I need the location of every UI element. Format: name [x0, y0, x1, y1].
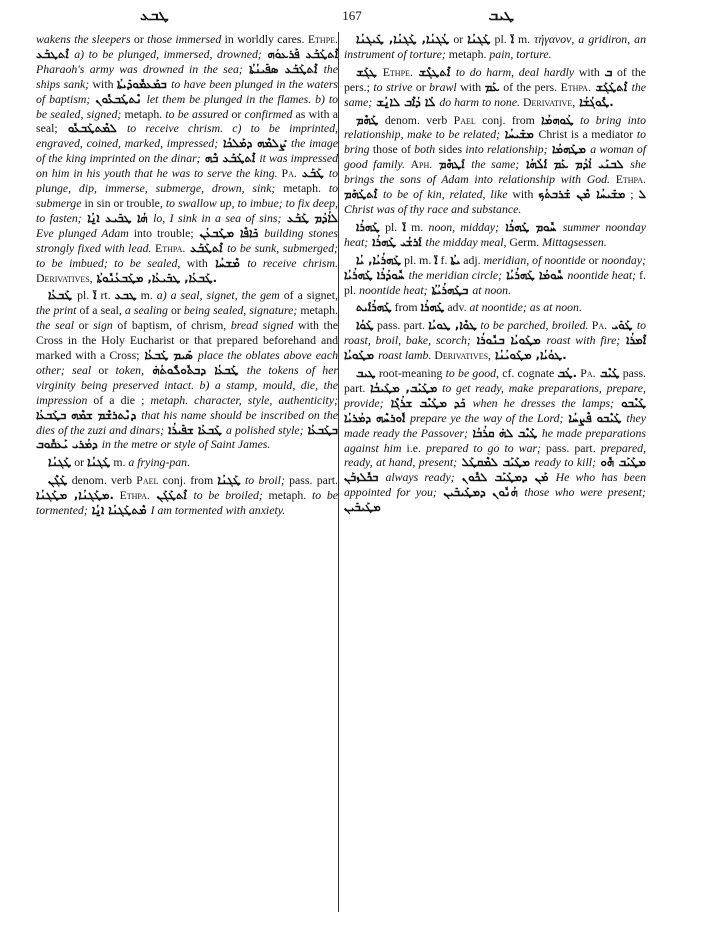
- entry-text: Christ is a mediator: [538, 127, 637, 142]
- entry-text: a) to be plunged, immersed, drowned;: [74, 46, 262, 61]
- syriac-text: ܛܝܒ: [356, 366, 376, 381]
- column-divider: [338, 32, 339, 912]
- entry-text: it was impressed on him in his youth that he was to serve the king.: [36, 151, 339, 181]
- entry-text: those of: [369, 142, 415, 157]
- syriac-text: ܐ̈: [510, 32, 514, 46]
- syriac-text: ܛܰܝܶܒܘ ܐܽܘܪܚܶܗ ܕܡܳܪܝܳܐ: [344, 395, 646, 425]
- syriac-text: ܐܶܬܛܰܒܰܥ ܦܰܪܥܘܿܗ: [261, 46, 338, 61]
- entry-text: cf. cognate: [498, 366, 558, 381]
- entry-text: in worldly cares.: [221, 32, 308, 46]
- syriac-text: ܡܫܺܝܚܳܐ: [500, 127, 539, 142]
- entry-text: the tokens of her virginity being preserved intact.: [36, 362, 338, 392]
- syriac-text: ܒܛܰܗܪܳܝܳܬܳܐ: [427, 282, 473, 297]
- syriac-text: ܛܰܗܪܳܐ: [356, 219, 380, 234]
- entry-text: m.: [110, 455, 129, 470]
- syriac-text: ܣܺܝܡ ܛܰܒܥܳܐ: [139, 348, 198, 363]
- entry-text: Pa.: [580, 366, 596, 381]
- entry-text: pl. m.: [401, 252, 435, 267]
- entry-text: noontide heat;: [359, 282, 428, 297]
- right-running-headword: ܛܝܒ: [488, 6, 514, 24]
- entry-text: pass. part.: [284, 473, 338, 488]
- entry-text: Germ.: [506, 234, 543, 249]
- syriac-text: ܗܳܢܽܘܢ ܕܡܛܰܝܒܺܝܢ: [436, 485, 525, 500]
- dictionary-entry: [36, 32, 338, 285]
- syriac-text: ܐܶܡܪܳܐ ܡܛܰܘܝܳܐ: [344, 333, 646, 363]
- syriac-text: ܐ̈: [434, 252, 438, 267]
- entry-text: with: [180, 255, 208, 270]
- left-column: [36, 32, 338, 521]
- syriac-text: ܐ̈: [93, 288, 97, 303]
- entry-text: roast lamb.: [378, 348, 432, 363]
- entry-text: to be tormented;: [36, 488, 338, 518]
- entry-text: or: [412, 79, 430, 94]
- entry-text: meridian,: [483, 252, 530, 267]
- syriac-text: ܐ̈: [402, 219, 406, 234]
- entry-text: or: [71, 455, 88, 470]
- syriac-text: ܛܘܶܐ, ܛܘܝܳܐ: [428, 318, 477, 333]
- entry-text: Aph.: [410, 157, 433, 172]
- entry-text: to strive: [373, 79, 413, 94]
- syriac-text: ܐܶܬܛܰܒܰܥ ܒܶܗ: [200, 151, 260, 166]
- entry-text: metaph. character, style, authenticity;: [150, 392, 339, 407]
- syriac-text: ܡܛܰܝܰܒ ܗܽܘ ܒܟܽܠܙܒܰܢ: [344, 455, 646, 485]
- syriac-text: ܛܰܗܪܳܐܺܝܬ: [356, 300, 392, 315]
- entry-text: he made preparations against him: [344, 425, 646, 455]
- page-header: [30, 6, 674, 26]
- entry-text: Pharaoh's army was drowned in the sea;: [36, 61, 243, 76]
- syriac-text: ܐܶܬܛܰܗܰܡ: [344, 187, 383, 202]
- syriac-text: ܐܶܬܛܰܓܰܢ: [149, 488, 194, 503]
- entry-text: or: [74, 318, 94, 333]
- entry-text: metaph.: [275, 181, 329, 196]
- syriac-text: ܡܰܢ ܕܡܛܰܝܰܒ ܠܟܽܘܢ: [454, 470, 556, 485]
- entry-text: building stones strongly fixed with lead.: [36, 225, 338, 255]
- entry-text: to be parched, broiled.: [480, 318, 589, 333]
- entry-text: pain, torture.: [489, 46, 552, 61]
- entry-text: to be good,: [445, 366, 499, 381]
- syriac-text: ܛܳܒ.: [557, 366, 578, 381]
- syriac-text: ܚܽܘܡ ܛܰܗܪܳܐ: [499, 219, 563, 234]
- dictionary-entry: [36, 288, 338, 452]
- entry-text: Pael: [453, 112, 476, 127]
- dictionary-entry: [344, 253, 646, 298]
- entry-text: Ethpa.: [560, 79, 591, 94]
- entry-text: the midday meal,: [425, 234, 507, 249]
- entry-text: to be sunk, submerged; to be imbued; to be sealed,: [36, 240, 338, 270]
- entry-text: lo, I sink in a sea of sins;: [153, 210, 282, 225]
- syriac-text: ܛܰܒܥܳܐ ܕܒܬܽܘܠܽܘܬܳܗ̇: [144, 362, 247, 377]
- entry-text: into trouble;: [128, 225, 194, 240]
- entry-text: to have been plunged in the waters of baptism;: [36, 76, 339, 106]
- syriac-text: ܒܡܰܥܡܽܘܕܺܝܬܳܐ: [116, 76, 172, 91]
- syriac-text: ܛܒܥ: [114, 288, 137, 303]
- syriac-text: ܐܶܬܛܰܒܰܥ: [185, 240, 228, 255]
- syriac-text: ܛܰܝܶܒܘ ܦܶܨܚܳܐ: [563, 410, 627, 425]
- syriac-text: ܛܰܒܥܳܐ, ܛܒܺܝܥܳܐ, ܡܛܰܒܥܳܢܽܘܬܳܐ.: [92, 270, 217, 285]
- entry-text: when he dresses the lamps;: [472, 395, 614, 410]
- dictionary-entry: [344, 318, 646, 363]
- entry-text: prepared to go to war;: [426, 440, 541, 455]
- entry-text: seal: [72, 362, 92, 377]
- entry-text: with: [456, 79, 485, 94]
- entry-text: Pael: [136, 473, 159, 488]
- syriac-text: ܐܶܬܛܰܓܰܫ: [590, 79, 632, 94]
- syriac-text: ܛܘܳܝܳܐ, ܡܛܰܘܝܳܢܳܐ.: [491, 348, 567, 363]
- entry-text: to do harm, deal hardly: [455, 64, 575, 79]
- entry-text: she brings the sons of Adam into relationship with God.: [344, 157, 646, 187]
- entry-text: Ethpa.: [615, 172, 646, 187]
- entry-text: root-meaning: [375, 366, 446, 381]
- entry-text: of a die ;: [87, 392, 151, 407]
- entry-text: roast with fire;: [546, 333, 621, 348]
- entry-text: the seal: [36, 318, 75, 333]
- entry-text: m.: [405, 219, 429, 234]
- entry-text: with: [89, 76, 117, 91]
- entry-text: into relationship;: [465, 142, 548, 157]
- syriac-text: ܕܢܶܬܪܫܶܡ ܫܡܶܗ ܒܛܰܒܥܳܐ: [36, 407, 142, 422]
- entry-text: to be broiled;: [193, 488, 263, 503]
- syriac-text: ܛܳܘܗܡܳܐ: [541, 112, 574, 127]
- syriac-text: ܨܰܠܡܶܗ ܕܡܰܠܟܳܐ: [218, 136, 291, 151]
- entry-text: to receive chrism.: [126, 121, 224, 136]
- syriac-text: ܠ: [638, 187, 646, 202]
- entry-text: Pa.: [281, 166, 297, 181]
- syriac-text: ܡܶܬܛܰܓܢܳܐ ܐ̱ܢܳܐ: [87, 503, 151, 518]
- entry-text: the same;: [471, 157, 520, 172]
- syriac-text: ܚܽܘܡܳܐ ܛܰܗܪܳܝܳܐ: [502, 267, 568, 282]
- entry-text: with: [574, 64, 605, 79]
- entry-text: b) a stamp, mould, die, the impression: [36, 377, 338, 407]
- entry-text: as with a seal;: [36, 106, 338, 136]
- entry-text: the same;: [344, 79, 646, 109]
- syriac-text: ܛܽܘܓܳܫܳܐ.: [575, 94, 614, 109]
- entry-text: at noontide; as at noon.: [469, 300, 582, 315]
- syriac-text: ܛܰܝܶܒ: [595, 366, 620, 381]
- syriac-text: ܐܰܪܫܳܝ ܛܰܗܪܳܐ: [368, 234, 426, 249]
- dictionary-entry: [344, 366, 646, 515]
- entry-text: pl.: [77, 288, 94, 303]
- dictionary-entry: [344, 32, 646, 62]
- syriac-text: ܛܰܝܶܒ ܠܗ̇ ܩܪܳܒܳܐ: [467, 425, 542, 440]
- entry-text: Pa.: [591, 318, 608, 333]
- entry-text: let them be plunged in the flames.: [146, 91, 312, 106]
- entry-text: at noon.: [472, 282, 512, 297]
- entry-text: those who were present;: [524, 485, 646, 500]
- entry-text: Ethpe.: [307, 32, 338, 46]
- entry-text: Derivative,: [522, 94, 576, 109]
- entry-text: place the oblates above each other;: [36, 348, 338, 377]
- entry-text: to swallow up, to imbue; to fix deep, to fasten;: [36, 195, 338, 225]
- entry-text: or: [130, 32, 148, 46]
- syriac-text: ܐܶܬܛܰܒܰܥ ܣܦܺܝܢܳܬܳܐ: [242, 61, 324, 76]
- syriac-text: ܛܰܒܰܥ: [296, 166, 329, 181]
- entry-text: in the metre or style of Saint James.: [101, 437, 271, 452]
- syriac-text: ܛܰܓܢܳܐ: [87, 455, 111, 470]
- syriac-text: ܝܬܳܐ: [450, 252, 461, 267]
- entry-text: f.: [437, 252, 451, 267]
- entry-text: or: [167, 303, 184, 318]
- entry-text: denom. verb: [378, 112, 454, 127]
- entry-text: noon, midday;: [428, 219, 500, 234]
- entry-text: always ready;: [385, 470, 455, 485]
- entry-text: I am tormented with anxiety.: [150, 503, 286, 518]
- entry-text: metaph.: [445, 46, 490, 61]
- dictionary-entry: [344, 65, 646, 110]
- entry-text: denom. verb: [67, 473, 137, 488]
- entry-text: Derivatives,: [434, 348, 491, 363]
- entry-text: to plunge, dip, immerse, submerge, drown, sink;: [36, 166, 338, 196]
- entry-text: those immersed: [147, 32, 222, 46]
- dictionary-entry: [36, 473, 338, 518]
- entry-text: noontide heat;: [567, 267, 637, 282]
- entry-text: sign: [93, 318, 113, 333]
- entry-text: Eve plunged Adam: [36, 225, 129, 240]
- syriac-text: ܛܰܗܪܳܐ: [420, 300, 445, 315]
- entry-text: pass. part.: [541, 440, 601, 455]
- entry-text: pl.: [490, 32, 511, 46]
- entry-text: pl.: [379, 219, 403, 234]
- syriac-text: ܡܛܰܝܰܒ ܠܡܶܩܛܰܠ: [457, 455, 535, 470]
- syriac-text: ܠܡܶܬܛܰܒܥܽܘ: [57, 121, 127, 136]
- entry-text: to roast, broil, bake, scorch;: [344, 318, 647, 348]
- entry-text: pass. part.: [344, 366, 647, 395]
- syriac-text: ܛܓܰܫ: [356, 64, 383, 79]
- syriac-text: ܛܰܗܪܳܝܳܐ, ܝܳܐ: [356, 252, 402, 267]
- syriac-text: ܥܰܡ: [484, 79, 500, 94]
- entry-text: in sin or trouble,: [81, 195, 166, 210]
- syriac-text: ܐܶܬܛܒܰܥ: [36, 46, 75, 61]
- entry-text: a frying-pan.: [128, 455, 191, 470]
- entry-text: m.: [136, 288, 157, 303]
- entry-text: of a seal,: [76, 303, 125, 318]
- syriac-text: ܚܽܘܕܳܪܳܐ ܛܰܗܪܳܝܳܐ: [344, 267, 409, 282]
- syriac-text: ܒܛܰܒܥܳܐ ܕܡܳܪܝ ܝܰܥܩܽܘܒ: [36, 422, 338, 452]
- entry-text: Christ was of thy race and substance.: [344, 201, 522, 216]
- entry-text: to get ready, make preparations, prepare, provide;: [344, 380, 646, 410]
- entry-text: or: [585, 252, 602, 267]
- dictionary-entry: [344, 113, 646, 217]
- entry-text: Ethpa.: [155, 240, 186, 255]
- syriac-text: ܛܰܗܶܡ: [356, 112, 379, 127]
- entry-text: Ethpa.: [119, 488, 150, 503]
- entry-text: the image of the king imprinted on the dinar;: [36, 136, 338, 166]
- entry-text: to broil;: [245, 473, 285, 488]
- entry-text: bread signed: [230, 318, 294, 333]
- syriac-text: ܡܛܰܗܡܳܐ: [547, 142, 591, 157]
- entry-text: do harm to none.: [439, 94, 520, 109]
- entry-text: Mittagsessen.: [542, 234, 607, 249]
- syriac-text: ܠܒܢܰܝ ܐܳܕܳܡ ܥܰܡ ܐܰܠܳܗܳܐ: [519, 157, 631, 172]
- entry-text: of a signet,: [279, 288, 338, 303]
- entry-text: the print: [36, 303, 77, 318]
- entry-text: of the pers.: [499, 79, 561, 94]
- entry-text: metaph.: [297, 303, 338, 318]
- dictionary-entry: [344, 220, 646, 250]
- entry-text: to bring into relationship, make to be related;: [344, 112, 647, 142]
- entry-text: ;: [625, 187, 639, 202]
- entry-text: summer noonday heat;: [344, 219, 646, 249]
- entry-text: of noontide: [532, 252, 586, 267]
- entry-text: m.: [513, 32, 535, 46]
- entry-text: conj. from: [475, 112, 542, 127]
- entry-text: or: [91, 362, 116, 377]
- syriac-text: ܟܺܐܦܶܐ ܡܛܰܒܥܳܢ: [193, 225, 265, 240]
- entry-text: confirmed: [244, 106, 293, 121]
- dictionary-entry: [344, 300, 646, 315]
- entry-text: the meridian circle;: [408, 267, 503, 282]
- syriac-text: ܢܶܬܛܰܒܥܽܘܢ: [90, 91, 147, 106]
- syriac-text: ܗܳܐ ܛܒܺܝܥ ܐ̱ܢܳܐ: [81, 210, 154, 225]
- syriac-text: ܛܰܓܢܳܐ: [217, 473, 241, 488]
- entry-text: a polished style;: [226, 422, 304, 437]
- entry-text: Ethpe.: [382, 64, 413, 79]
- entry-text: to receive chrism.: [247, 255, 338, 270]
- syriac-text: ܡܛܰܝܰܒ, ܡܛܰܝܒܳܐ: [370, 380, 438, 395]
- entry-text: of baptism, of chrism,: [112, 318, 231, 333]
- entry-text: b) to be sealed, signed;: [36, 91, 338, 121]
- entry-text: Derivatives,: [36, 270, 93, 285]
- left-running-headword: ܛܒܥ: [140, 6, 169, 24]
- right-column: [344, 32, 646, 518]
- entry-text: a) a seal, signet, the gem: [156, 288, 280, 303]
- entry-text: of the pers.;: [344, 64, 646, 94]
- entry-text: sides: [435, 142, 466, 157]
- syriac-text: ܠܐܳܕܳܡ ܛܰܒܰܥ: [281, 210, 338, 225]
- entry-text: adv.: [444, 300, 470, 315]
- entry-text: adj.: [460, 252, 484, 267]
- entry-text: to bring: [344, 127, 647, 157]
- syriac-text: ܒ: [604, 64, 613, 79]
- entry-text: or: [449, 32, 468, 46]
- entry-text: to be assured: [165, 106, 229, 121]
- syriac-text: ܡܛܰܓܢܳܐ, ܡܛܰܓܢܳܐ.: [36, 488, 114, 503]
- entry-text: f. pl.: [344, 267, 646, 297]
- entry-text: prepare ye the way of the Lord;: [410, 410, 564, 425]
- entry-text: prepared, ready, at hand, present;: [344, 440, 647, 470]
- entry-text: c) to be imprinted, engraved, coined, marked, impressed;: [36, 121, 338, 151]
- syriac-text: ܡܶܫܚܳܐ: [207, 255, 248, 270]
- entry-text: brawl: [429, 79, 457, 94]
- entry-text: both: [414, 142, 436, 157]
- syriac-text: ܠܳܐ ܕܳܐܶܒ ܠܐ̱ܢܳܫ: [372, 94, 440, 109]
- entry-text: rt.: [96, 288, 115, 303]
- syriac-text: ܡܛܰܘܝܳܐ ܒܢܽܘܪܳܐ: [470, 333, 547, 348]
- entry-text: noonday;: [601, 252, 646, 267]
- entry-text: with: [507, 187, 539, 202]
- dictionary-entry: [36, 455, 338, 470]
- syriac-text: ܛܳܓܢܳܐ, ܛܰܓܢܳܐ, ܛܺܝܓܢܳܐ: [356, 32, 450, 46]
- entry-text: metaph.: [121, 106, 166, 121]
- entry-text: with the Cross in the Holy Eucharist or that prepared beforehand and marked with a Cross;: [36, 318, 338, 363]
- entry-text: [223, 121, 232, 135]
- syriac-text: ܛܰܘܳܐ: [356, 318, 374, 333]
- syriac-text: ܛܰܘܺܝ: [607, 318, 637, 333]
- syriac-text: ܐܰܛܗܶܡ: [432, 157, 472, 172]
- syriac-text: ܛܰܓܶܢ: [48, 473, 68, 488]
- syriac-text: ܛܰܒܥܳܐ: [48, 288, 78, 303]
- entry-text: to be of kin, related, like: [383, 187, 508, 202]
- entry-text: τήγανον, a gridiron, an instrument of torture;: [344, 32, 646, 61]
- syriac-text: ܟܰܕ ܡܛܰܝܶܒ ܫܪܳܓܶܐ: [383, 395, 473, 410]
- entry-text: He who has been appointed for you;: [344, 470, 646, 500]
- entry-text: wakens the sleepers: [36, 32, 131, 46]
- syriac-text: ܡܫܺܝܚܳܐ ܡܶܢ ܫܰܪܒܬܳܟ: [538, 187, 626, 202]
- entry-text: being sealed, signature;: [183, 303, 298, 318]
- entry-text: the ships sank;: [36, 61, 338, 91]
- syriac-text: ܐܶܬܛܓܶܫ: [412, 64, 456, 79]
- entry-text: conj. from: [158, 473, 218, 488]
- syriac-text: ܡܛܰܝܒܺܝܢ: [344, 500, 381, 515]
- entry-text: a sealing: [124, 303, 168, 318]
- entry-text: metaph.: [262, 488, 312, 503]
- entry-text: to submerge: [36, 181, 338, 210]
- entry-text: from: [391, 300, 421, 315]
- entry-text: or: [228, 106, 245, 121]
- entry-text: pass. part.: [373, 318, 429, 333]
- syriac-text: ܛܰܓܢܳܐ: [467, 32, 491, 46]
- entry-text: i.e.: [401, 440, 426, 455]
- page-number: 167: [342, 8, 362, 23]
- syriac-text: ܛܰܓܢܳܐ: [48, 455, 72, 470]
- entry-text: that his name should be inscribed on the dies of the zuzi and dinars;: [36, 407, 338, 437]
- syriac-text: ܛܰܒܥܳܐ ܫܦܺܝܪܳܐ: [164, 422, 226, 437]
- entry-text: they made ready the Passover;: [344, 410, 646, 440]
- entry-text: ready to kill;: [534, 455, 596, 470]
- entry-text: token,: [115, 362, 145, 377]
- entry-text: a woman of good family.: [344, 142, 647, 172]
